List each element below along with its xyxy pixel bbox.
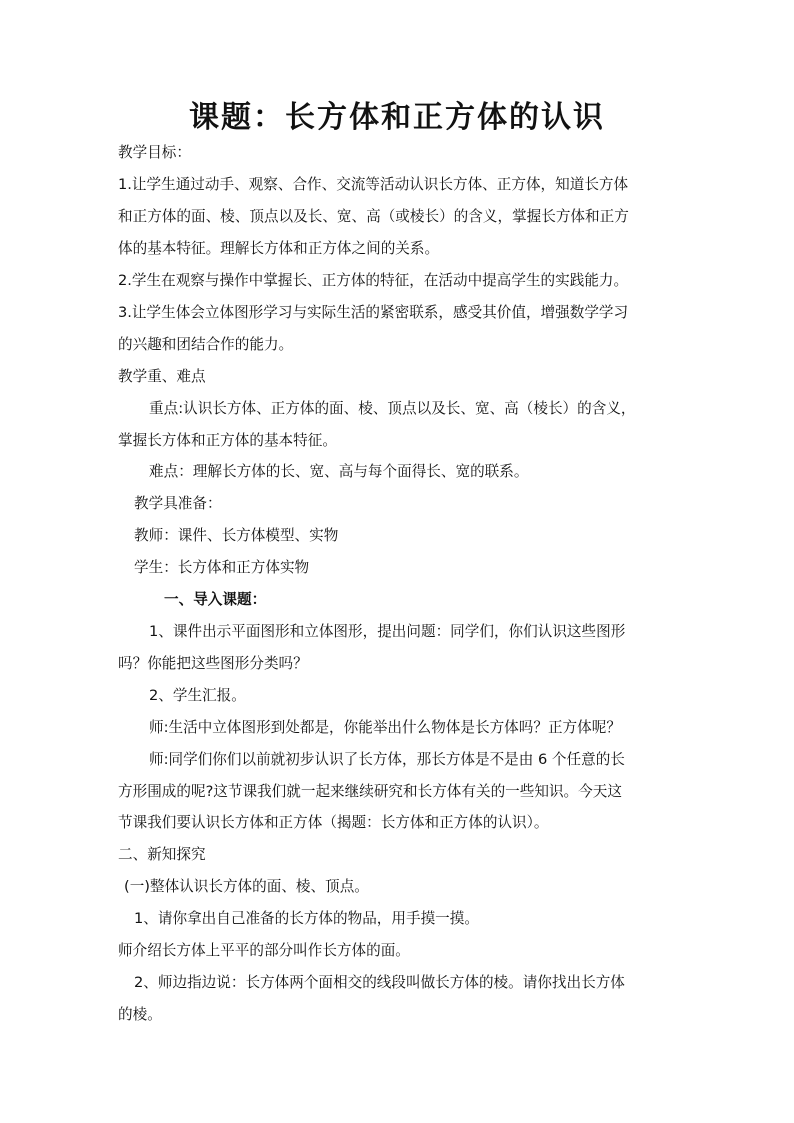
text-line: 的棱。 <box>118 1006 162 1023</box>
text-line: 2、师边指边说：长方体两个面相交的线段叫做长方体的棱。请你找出长方体 <box>134 974 625 991</box>
text-line: 1、课件出示平面图形和立体图形，提出问题：同学们，你们认识这些图形 <box>149 623 626 640</box>
text-line: 师:生活中立体图形到处都是，你能举出什么物体是长方体吗？正方体呢？ <box>149 719 621 736</box>
text-line: (一)整体认识长方体的面、棱、顶点。 <box>124 878 369 895</box>
text-line: 2、学生汇报。 <box>149 687 246 704</box>
section-heading-objectives: 教学目标： <box>118 144 191 161</box>
text-line: 吗？你能把这些图形分类吗？ <box>118 655 308 672</box>
text-line: 1、请你拿出自己准备的长方体的物品，用手摸一摸。 <box>134 910 479 927</box>
section-heading-materials: 教学具准备： <box>134 495 222 512</box>
section-heading-intro: 一、导入课题： <box>164 591 267 608</box>
document-title: 课题：长方体和正方体的认识 <box>189 100 605 135</box>
text-line: 2.学生在观察与操作中掌握长、正方体的特征，在活动中提高学生的实践能力。 <box>118 272 629 289</box>
text-line: 节课我们要认识长方体和正方体（揭题：长方体和正方体的认识）。 <box>118 814 549 831</box>
text-line: 师介绍长方体上平平的部分叫作长方体的面。 <box>118 942 410 959</box>
section-heading-new-knowledge: 二、新知探究 <box>118 846 206 863</box>
text-line: 重点:认识长方体、正方体的面、棱、顶点以及长、宽、高（棱长）的含义， <box>149 400 636 417</box>
text-line: 学生：长方体和正方体实物 <box>134 559 310 576</box>
text-line: 教师：课件、长方体模型、实物 <box>134 527 339 544</box>
text-line: 掌握长方体和正方体的基本特征。 <box>118 432 337 449</box>
text-line: 方形围成的呢?这节课我们就一起来继续研究和长方体有关的一些知识。今天这 <box>118 783 622 800</box>
text-line: 1.让学生通过动手、观察、合作、交流等活动认识长方体、正方体，知道长方体 <box>118 176 629 193</box>
text-line: 体的基本特征。理解长方体和正方体之间的关系。 <box>118 240 440 257</box>
text-line: 和正方体的面、棱、顶点以及长、宽、高（或棱长）的含义，掌握长方体和正方 <box>118 208 629 225</box>
section-heading-key-points: 教学重、难点 <box>118 368 206 385</box>
text-line: 3.让学生体会立体图形学习与实际生活的紧密联系，感受其价值，增强数学学习 <box>118 304 629 321</box>
text-line: 难点：理解长方体的长、宽、高与每个面得长、宽的联系。 <box>149 463 529 480</box>
text-line: 的兴趣和团结合作的能力。 <box>118 336 294 353</box>
text-line: 师:同学们你们以前就初步认识了长方体，那长方体是不是由 6 个任意的长 <box>149 751 625 768</box>
